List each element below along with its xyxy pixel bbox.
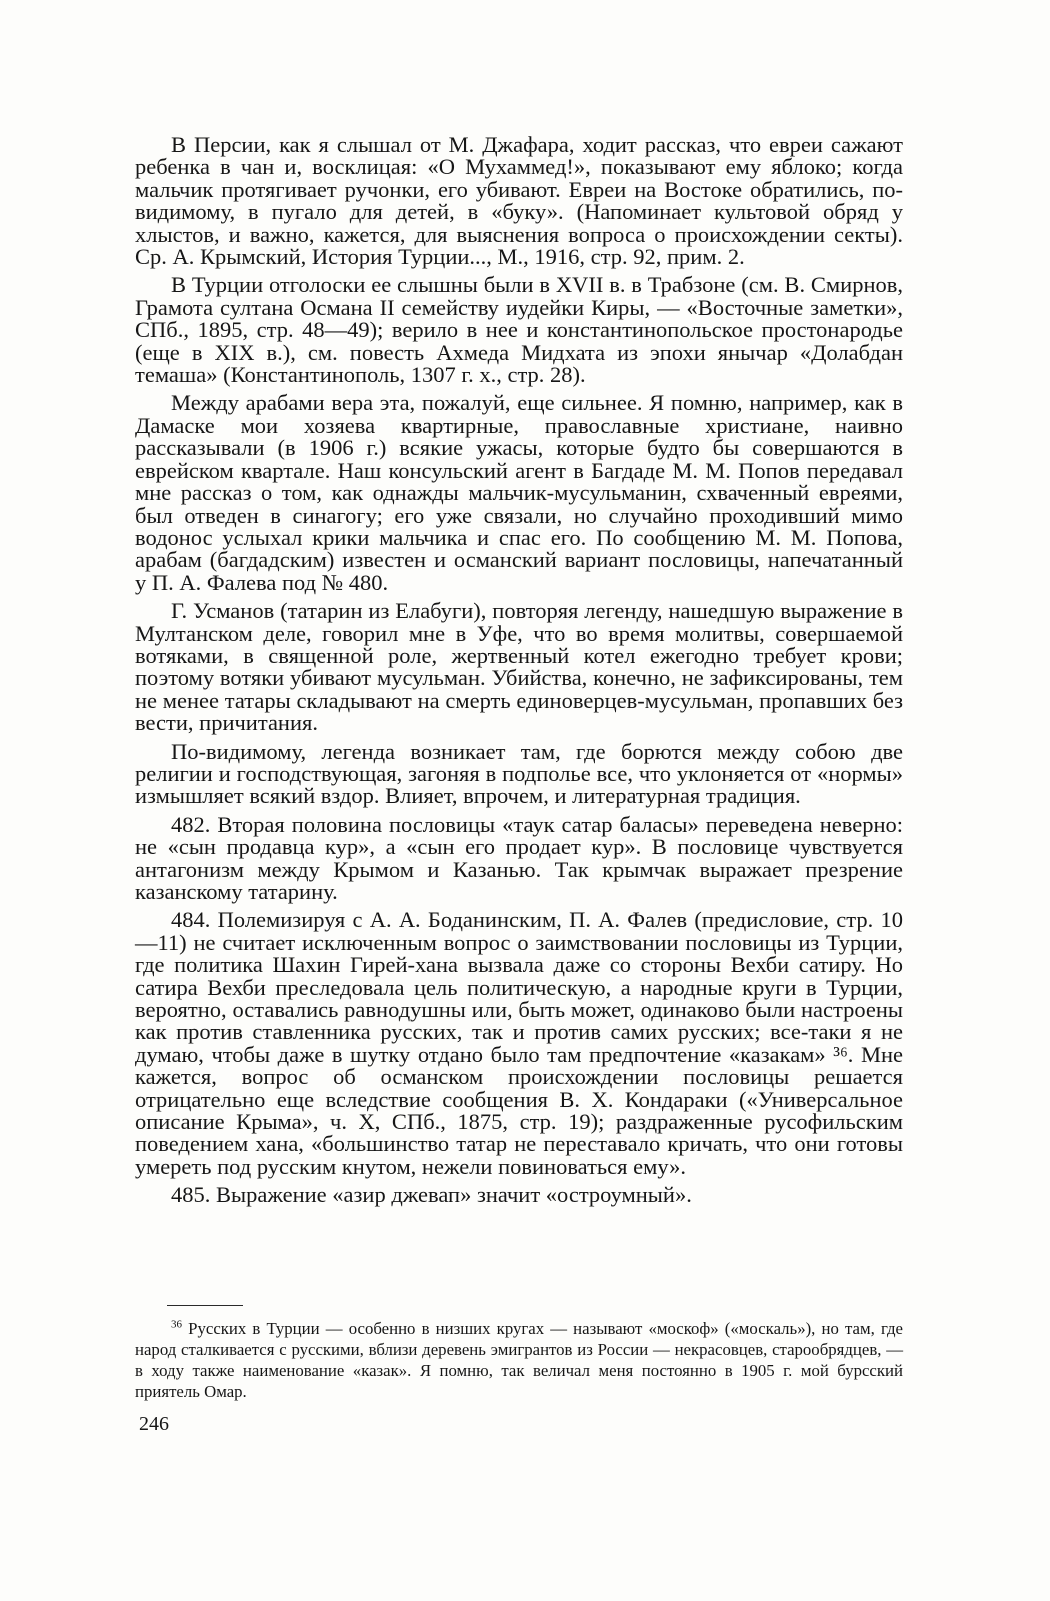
footnote-marker: 36 bbox=[171, 1318, 182, 1331]
paragraph-turkey: В Турции отголоски ее слышны были в XVII в. в Трабзоне (см. В. Смирнов, Грамота султана Османа II семейству иудейки Киры, — «Восточные заметки», СПб., 1895, стр. 48—49); верило в нее и константинопольское простонародье (еще в XIX в.), см. повесть Ахмеда Мидхата из эпохи янычар «Долабдан темаша» (Константинополь, 1307 г. х., стр. 28). bbox=[135, 272, 903, 388]
paragraph-482: 482. Вторая половина пословицы «таук сатар баласы» переведена неверно: не «сын продавца кур», а «сын его продает кур». В пословице чувствуется антагонизм между Крымом и Казанью. Так крымчак выражает презрение казанскому татарину. bbox=[135, 811, 903, 904]
paragraph-legend: По-видимому, легенда возникает там, где борются между собою две религии и господствующая, загоняя в подполье все, что уклоняется от «нормы» измышляет всякий вздор. Влияет, впрочем, и литературная традиция. bbox=[135, 738, 903, 809]
footnote-area bbox=[135, 1318, 903, 1402]
footnote-36 bbox=[135, 1318, 903, 1402]
footnote-divider bbox=[167, 1305, 243, 1306]
paragraph-485: 485. Выражение «азир джевап» значит «остроумный». bbox=[171, 1182, 692, 1208]
page-number: 246 bbox=[139, 1413, 169, 1435]
paragraph-484: 484. Полемизируя с А. А. Боданинским, П. А. Фалев (предисловие, стр. 10—11) не считает исключенным вопрос о заимствовании пословицы из Турции, где политика Шахин Гирей-хана вызвала даже со стороны Вехби сатиру. Но сатира Вехби преследовала цель политическую, а народные круги в Турции, вероятно, оставались равнодушны или, быть может, одинаково были настроены как против ставленника русских, так и против самих русских; все-таки я не думаю, чтобы даже в шутку отдано было там предпочтение «казакам» ³⁶. Мне кажется, вопрос об османском происхождении пословицы решается отрицательно еще вследствие сообщения В. Х. Кондараки («Универсальное описание Крыма», ч. X, СПб., 1875, стр. 19); раздраженные русофильским поведением хана, «большинство татар не переставало кричать, что они готовы умереть под русским кнутом, нежели повиноваться ему». bbox=[135, 907, 903, 1179]
paragraph-persia: В Персии, как я слышал от М. Джафара, ходит рассказ, что евреи сажают ребенка в чан и, восклицая: «О Мухаммед!», показывают ему яблоко; когда мальчик протягивает ручонки, его убивают. Евреи на Востоке обратились, по-видимому, в пугало для детей, в «буку». (Напоминает культовой обряд у хлыстов, и важно, кажется, для выяснения вопроса о происхождении секты). Ср. А. Крымский, История Турции..., М., 1916, стр. 92, прим. 2. bbox=[135, 132, 903, 270]
main-text bbox=[135, 134, 903, 1207]
paragraph-arabs: Между арабами вера эта, пожалуй, еще сильнее. Я помню, например, как в Дамаске мои хозяева квартирные, православные христиане, наивно рассказывали (в 1906 г.) всякие ужасы, которые будто бы совершаются в еврейском квартале. Наш консульский агент в Багдаде М. М. Попов передавал мне рассказ о том, как однажды мальчик-мусульманин, схваченный евреями, был отведен в синагогу; его уже связали, но случайно проходивший мимо водонос услыхал крики мальчика и спас его. По сообщению М. М. Попова, арабам (багдадским) известен и османский вариант пословицы, напечатанный у П. А. Фалева под № 480. bbox=[135, 390, 903, 595]
footnote-text: Русских в Турции — особенно в низших кругах — называют «москоф» («москаль»), но там, где народ сталкивается с русскими, вблизи деревень эмигрантов из России — некрасовцев, старообрядцев, — в ходу также наименование «казак». Я помню, так величал меня постоянно в 1905 г. мой бурсский приятель Омар. bbox=[135, 1319, 903, 1401]
paragraph-usmanov: Г. Усманов (татарин из Елабуги), повторяя легенду, нашедшую выражение в Мултанском деле, говорил мне в Уфе, что во время молитвы, совершаемой вотяками, в священной роле, жертвенный котел ежегодно требует крови; поэтому вотяки убивают мусульман. Убийства, конечно, не зафиксированы, тем не менее татары складывают на смерть единоверцев-мусульман, пропавших без вести, причитания. bbox=[135, 598, 903, 736]
